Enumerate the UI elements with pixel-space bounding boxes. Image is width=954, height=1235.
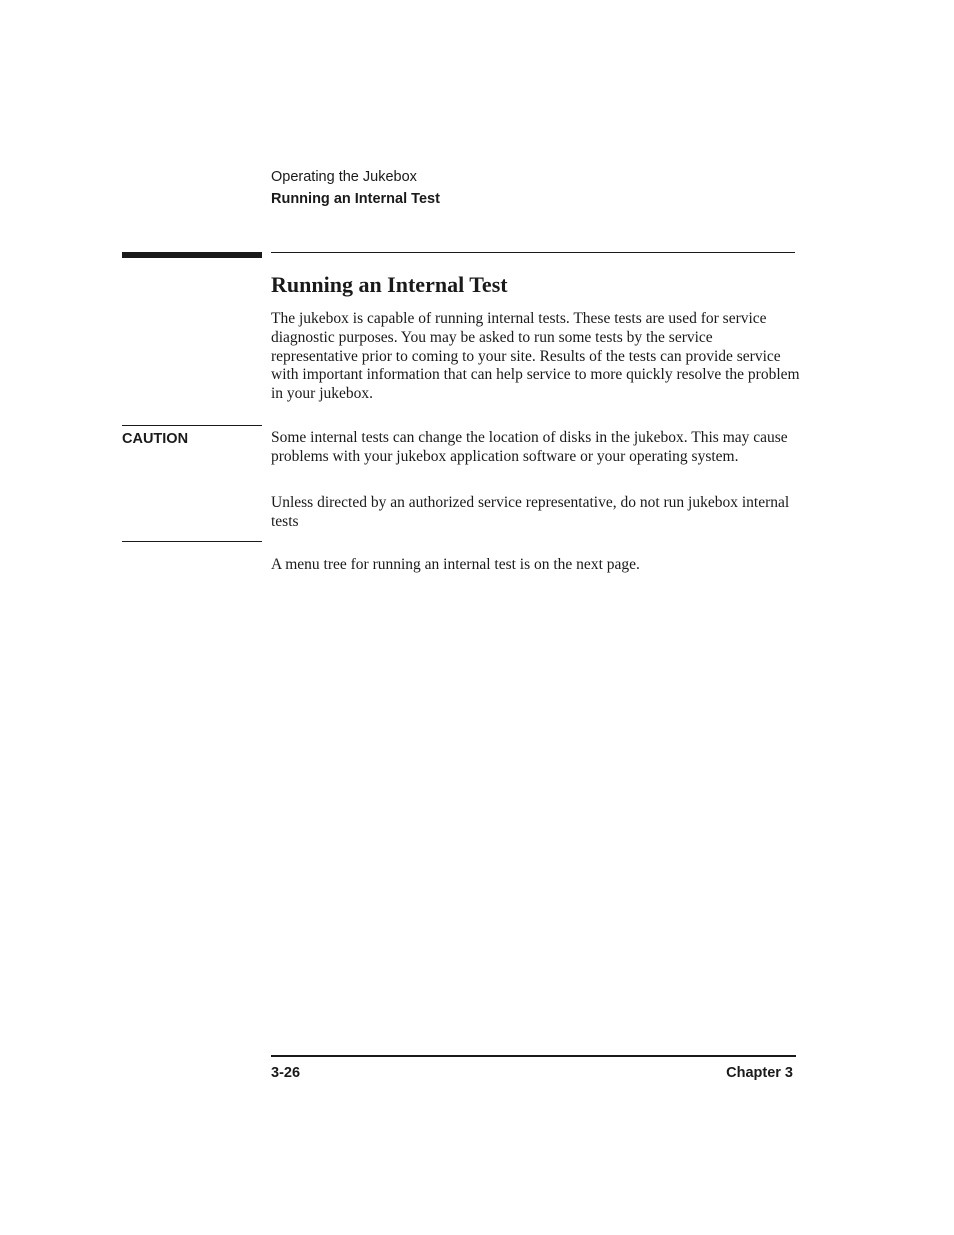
footer-rule <box>271 1055 796 1057</box>
running-head <box>271 166 440 210</box>
section-divider-rule <box>271 252 795 253</box>
running-head-section: Running an Internal Test <box>271 191 440 207</box>
menu-note-paragraph: A menu tree for running an internal test is on the next page. <box>271 556 640 573</box>
intro-paragraph: The jukebox is capable of running internal tests. These tests are used for service diagnostic purposes. You may be asked to run some tests by the service representative prior to coming to your site. Results of the tests can provide service with important information that can help service to more quickly resolve the problem in your jukebox. <box>271 310 800 403</box>
caution-bottom-rule <box>122 541 262 542</box>
section-heading: Running an Internal Test <box>271 272 508 297</box>
caution-paragraph-2: Unless directed by an authorized service representative, do not run jukebox internal tests <box>271 494 790 530</box>
caution-paragraph-1: Some internal tests can change the location of disks in the jukebox. This may cause problems with your jukebox application software or your operating system. <box>271 429 788 465</box>
footer-chapter: Chapter 3 <box>726 1065 793 1081</box>
page-number: 3-26 <box>271 1065 301 1081</box>
caution-label: CAUTION <box>122 431 189 447</box>
section-marker-rule <box>122 252 262 258</box>
caution-top-rule <box>122 425 262 426</box>
running-head-chapter: Operating the Jukebox <box>271 169 417 185</box>
